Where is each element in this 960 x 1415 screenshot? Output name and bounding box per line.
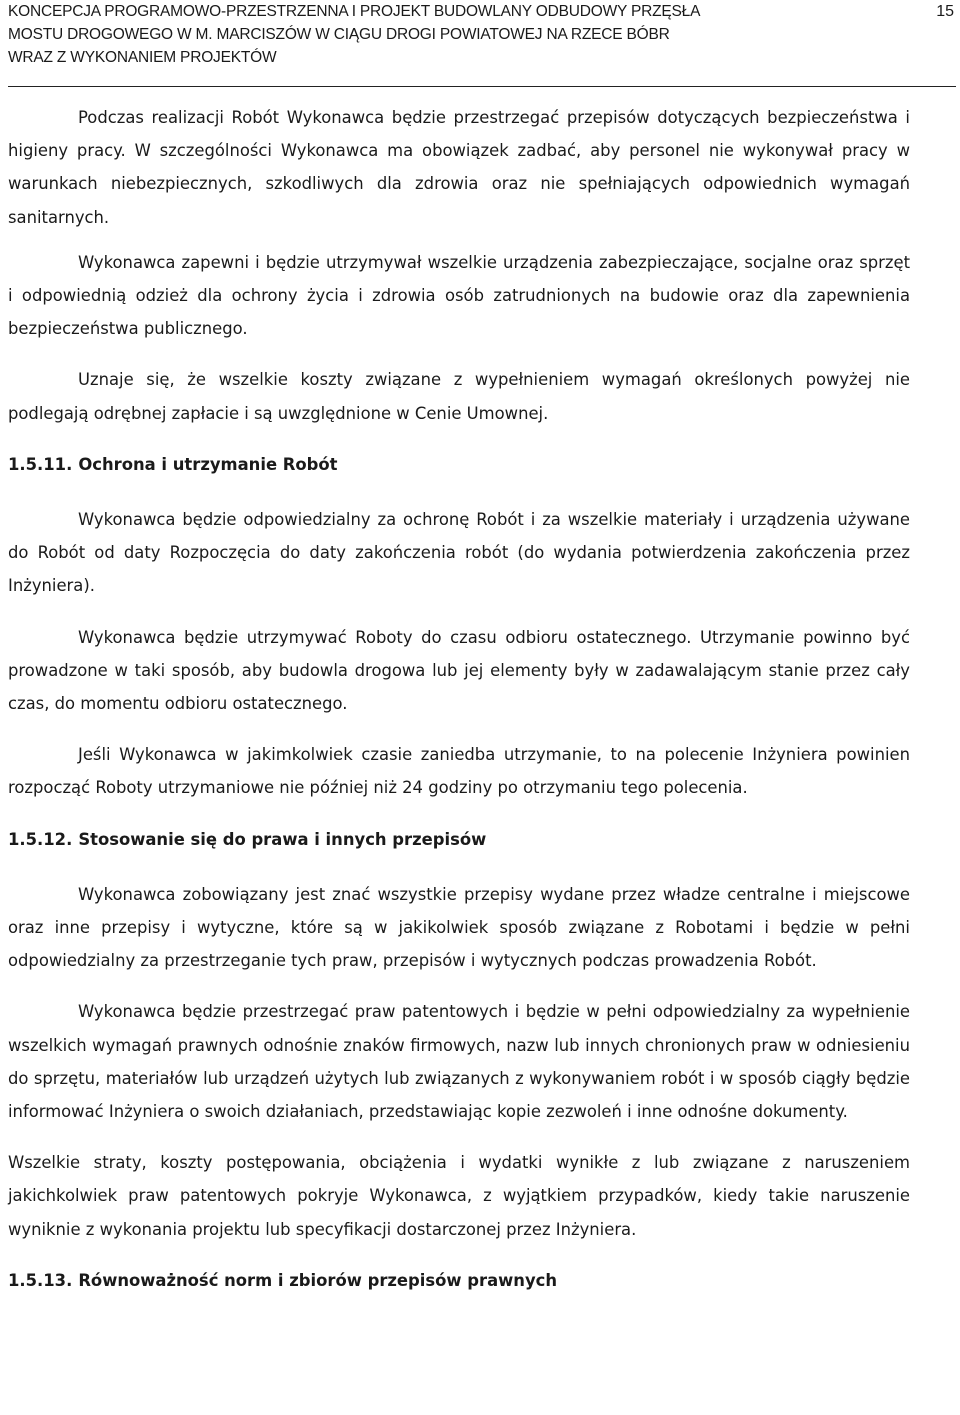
document-body [8,101,910,1319]
paragraph-losses: Wszelkie straty, koszty postępowania, obciążenia i wydatki wynikłe z lub związane z naruszeniem jakichkolwiek praw patentowych pokryje Wykonawca, z wyjątkiem przypadków, kiedy takie naruszenie wyniknie z wykonania projektu lub specyfikacji dostarczonej przez Inżyniera. [8,1153,910,1239]
section-number: 1.5.13. [8,1270,73,1290]
section-heading-1-5-13 [8,1264,910,1297]
paragraph-costs: Uznaje się, że wszelkie koszty związane z wypełnieniem wymagań określonych powyżej nie podlegają odrębnej zapłacie i są uwzględnione w Cenie Umownej. [8,370,910,423]
paragraph-patents: Wykonawca będzie przestrzegać praw patentowych i będzie w pełni odpowiedzialny za wypełnienie wszelkich wymagań prawnych odnośnie znaków firmowych, nazw lub innych chronionych praw w odniesieniu do sprzętu, materiałów lub urządzeń użytych lub związanych z wykonywaniem robót i w sposób ciągły będzie informować Inżyniera o swoich działaniach, przedstawiając kopie zezwoleń i inne odnośne dokumenty. [8,1002,910,1122]
paragraph-protection: Wykonawca będzie odpowiedzialny za ochronę Robót i za wszelkie materiały i urządzenia używane do Robót od daty Rozpoczęcia do daty zakończenia robót (do wydania potwierdzenia zakończenia przez Inżyniera). [8,510,910,596]
section-number: 1.5.11. [8,454,73,474]
page-header [8,0,948,69]
paragraph-maintenance: Wykonawca będzie utrzymywać Roboty do czasu odbioru ostatecznego. Utrzymanie powinno być prowadzone w taki sposób, aby budowla drogowa lub jej elementy były w zadawalającym stanie przez cały czas, do momentu odbioru ostatecznego. [8,627,910,714]
section-title: Ochrona i utrzymanie Robót [78,454,338,474]
header-line-3: WRAZ Z WYKONANIEM PROJEKTÓW [8,49,277,66]
section-heading-1-5-11 [8,448,910,481]
section-title: Równoważność norm i zbiorów przepisów prawnych [78,1270,558,1290]
paragraph-neglect: Jeśli Wykonawca w jakimkolwiek czasie zaniedba utrzymanie, to na polecenie Inżyniera powinien rozpocząć Roboty utrzymaniowe nie później niż 24 godziny po otrzymaniu tego polecenia. [8,745,910,798]
section-title: Stosowanie się do prawa i innych przepisów [78,829,487,849]
header-line-2: MOSTU DROGOWEGO W M. MARCISZÓW W CIĄGU DROGI POWIATOWEJ NA RZECE BÓBR [8,26,670,43]
page-number: 15 [936,3,954,20]
section-heading-1-5-12 [8,823,910,856]
header-divider [8,86,956,87]
paragraph-regulations: Wykonawca zobowiązany jest znać wszystkie przepisy wydane przez władze centralne i miejscowe oraz inne przepisy i wytyczne, które są w jakikolwiek sposób związane z Robotami i będzie w pełni odpowiedzialny za przestrzeganie tych praw, przepisów i wytycznych podczas prowadzenia Robót. [8,884,910,971]
paragraph-safety-equipment: Wykonawca zapewni i będzie utrzymywał wszelkie urządzenia zabezpieczające, socjalne oraz sprzęt i odpowiednią odzież dla ochrony życia i zdrowia osób zatrudnionych na budowie oraz dla zapewnienia bezpieczeństwa publicznego. [8,252,910,339]
paragraph-safety: Podczas realizacji Robót Wykonawca będzie przestrzegać przepisów dotyczących bezpieczeństwa i higieny pracy. W szczególności Wykonawca ma obowiązek zadbać, aby personel nie wykonywał pracy w warunkach niebezpiecznych, szkodliwych dla zdrowia oraz nie spełniających odpowiednich wymagań sanitarnych. [8,108,910,227]
header-line-1: KONCEPCJA PROGRAMOWO-PRZESTRZENNA I PROJEKT BUDOWLANY ODBUDOWY PRZĘSŁA [8,3,701,20]
section-number: 1.5.12. [8,829,73,849]
